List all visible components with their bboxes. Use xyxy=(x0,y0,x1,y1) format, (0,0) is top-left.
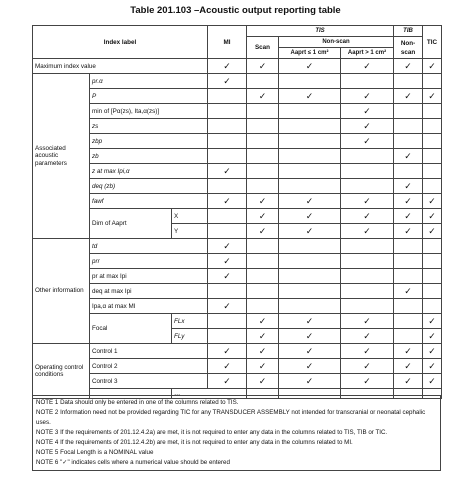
check-mark-icon: ✓ xyxy=(341,359,394,374)
check-mark-icon: ✓ xyxy=(341,59,394,74)
empty-cell xyxy=(394,119,423,134)
empty-cell xyxy=(423,104,442,119)
empty-cell xyxy=(208,179,247,194)
empty-cell xyxy=(341,239,394,254)
check-mark-icon: ✓ xyxy=(423,314,442,329)
row-label: Control 1 xyxy=(90,344,208,359)
empty-cell xyxy=(247,74,279,89)
empty-cell xyxy=(247,284,279,299)
empty-cell xyxy=(279,254,341,269)
empty-cell xyxy=(394,299,423,314)
check-mark-icon: ✓ xyxy=(247,344,279,359)
header-index-label: Index label xyxy=(33,26,208,59)
table-body xyxy=(33,59,442,399)
table-row xyxy=(33,344,442,359)
empty-cell xyxy=(208,209,247,224)
row-label: prr xyxy=(90,254,208,269)
note-line: NOTE 3 If the requirements of 201.12.4.2a) are met, it is not required to enter any data in the columns related to TIS, TIB or TIC. xyxy=(36,429,388,436)
check-mark-icon: ✓ xyxy=(279,194,341,209)
check-mark-icon: ✓ xyxy=(341,194,394,209)
table-row xyxy=(33,74,442,89)
check-mark-icon: ✓ xyxy=(423,209,442,224)
empty-cell xyxy=(341,164,394,179)
header-tis: TIS xyxy=(247,26,394,37)
table-row xyxy=(33,239,442,254)
check-mark-icon: ✓ xyxy=(208,74,247,89)
group-label-assoc: Associated acoustic parameters xyxy=(33,74,90,239)
table-row xyxy=(33,359,442,374)
table-row xyxy=(33,89,442,104)
empty-cell xyxy=(208,119,247,134)
empty-cell xyxy=(208,134,247,149)
row-label: P xyxy=(90,89,208,104)
row-label: pr.α xyxy=(90,74,208,89)
row-sub-label: Y xyxy=(172,224,208,239)
table-row xyxy=(33,194,442,209)
empty-cell xyxy=(208,149,247,164)
empty-cell xyxy=(341,254,394,269)
check-mark-icon: ✓ xyxy=(208,269,247,284)
check-mark-icon: ✓ xyxy=(423,224,442,239)
empty-cell xyxy=(279,179,341,194)
check-mark-icon: ✓ xyxy=(423,329,442,344)
check-mark-icon: ✓ xyxy=(208,194,247,209)
table-row xyxy=(33,134,442,149)
header-scan: Scan xyxy=(247,37,279,59)
empty-cell xyxy=(394,74,423,89)
check-mark-icon: ✓ xyxy=(394,194,423,209)
table-row xyxy=(33,254,442,269)
check-mark-icon: ✓ xyxy=(423,89,442,104)
row-label: z at max Ipi,α xyxy=(90,164,208,179)
check-mark-icon: ✓ xyxy=(279,344,341,359)
check-mark-icon: ✓ xyxy=(341,119,394,134)
row-label: min of [Pα(zs), Ita,α(zs)] xyxy=(90,104,208,119)
empty-cell xyxy=(279,74,341,89)
check-mark-icon: ✓ xyxy=(394,59,423,74)
empty-cell xyxy=(423,269,442,284)
group-label-other: Other information xyxy=(33,239,90,344)
notes-block xyxy=(32,395,441,471)
empty-cell xyxy=(423,254,442,269)
row-label: zs xyxy=(90,119,208,134)
check-mark-icon: ✓ xyxy=(394,179,423,194)
row-sub-label: FLx xyxy=(172,314,208,329)
note-line: NOTE 6 "✓" indicates cells where a numerical value should be entered xyxy=(36,459,230,466)
empty-cell xyxy=(247,299,279,314)
check-mark-icon: ✓ xyxy=(341,344,394,359)
check-mark-icon: ✓ xyxy=(279,359,341,374)
check-mark-icon: ✓ xyxy=(208,254,247,269)
empty-cell xyxy=(279,284,341,299)
check-mark-icon: ✓ xyxy=(394,149,423,164)
empty-cell xyxy=(279,299,341,314)
empty-cell xyxy=(341,74,394,89)
empty-cell xyxy=(394,134,423,149)
row-label: deq at max Ipi xyxy=(90,284,208,299)
check-mark-icon: ✓ xyxy=(208,374,247,389)
empty-cell: … xyxy=(247,389,279,399)
empty-cell xyxy=(423,239,442,254)
header-tib-non-scan: Non-scan xyxy=(394,37,423,59)
check-mark-icon: ✓ xyxy=(394,284,423,299)
table-row xyxy=(33,164,442,179)
check-mark-icon: ✓ xyxy=(341,134,394,149)
empty-cell xyxy=(247,179,279,194)
check-mark-icon: ✓ xyxy=(279,89,341,104)
check-mark-icon: ✓ xyxy=(247,329,279,344)
empty-cell xyxy=(394,269,423,284)
row-label: zb xyxy=(90,149,208,164)
empty-cell xyxy=(279,104,341,119)
check-mark-icon: ✓ xyxy=(341,314,394,329)
empty-cell xyxy=(341,179,394,194)
row-sub-label: FLy xyxy=(172,329,208,344)
empty-cell xyxy=(208,104,247,119)
row-label: zbp xyxy=(90,134,208,149)
check-mark-icon: ✓ xyxy=(247,209,279,224)
table-row xyxy=(33,299,442,314)
header-tic: TIC xyxy=(423,26,442,59)
check-mark-icon: ✓ xyxy=(247,314,279,329)
empty-cell xyxy=(208,224,247,239)
empty-cell xyxy=(247,269,279,284)
empty-cell xyxy=(247,239,279,254)
check-mark-icon: ✓ xyxy=(341,224,394,239)
row-label: Control 2 xyxy=(90,359,208,374)
table-row xyxy=(33,149,442,164)
check-mark-icon: ✓ xyxy=(247,374,279,389)
table-row xyxy=(33,314,442,329)
check-mark-icon: ✓ xyxy=(423,374,442,389)
check-mark-icon: ✓ xyxy=(279,209,341,224)
row-label: td xyxy=(90,239,208,254)
table-row xyxy=(33,104,442,119)
check-mark-icon: ✓ xyxy=(247,194,279,209)
empty-cell xyxy=(423,119,442,134)
empty-cell: … xyxy=(423,389,442,399)
note-line: NOTE 1 Data should only be entered in one of the columns related to TIS. xyxy=(36,399,239,406)
check-mark-icon: ✓ xyxy=(247,359,279,374)
empty-cell xyxy=(423,134,442,149)
empty-cell xyxy=(208,314,247,329)
check-mark-icon: ✓ xyxy=(341,89,394,104)
group-label-operating: Operating control conditions xyxy=(33,344,90,399)
empty-cell xyxy=(247,149,279,164)
note-line: NOTE 4 If the requirements of 201.12.4.2b) are met, it is not required to enter any data in the columns related to MI. xyxy=(36,439,353,446)
empty-cell: … xyxy=(394,389,423,399)
check-mark-icon: ✓ xyxy=(208,299,247,314)
check-mark-icon: ✓ xyxy=(208,59,247,74)
empty-cell: … xyxy=(341,389,394,399)
empty-cell xyxy=(279,149,341,164)
empty-cell xyxy=(394,104,423,119)
empty-cell xyxy=(247,134,279,149)
check-mark-icon: ✓ xyxy=(279,374,341,389)
check-mark-icon: ✓ xyxy=(394,374,423,389)
check-mark-icon: ✓ xyxy=(394,359,423,374)
table-row xyxy=(33,179,442,194)
check-mark-icon: ✓ xyxy=(279,224,341,239)
check-mark-icon: ✓ xyxy=(247,59,279,74)
empty-cell xyxy=(247,119,279,134)
empty-cell xyxy=(394,254,423,269)
check-mark-icon: ✓ xyxy=(394,344,423,359)
check-mark-icon: ✓ xyxy=(394,209,423,224)
empty-cell xyxy=(279,164,341,179)
empty-cell xyxy=(279,269,341,284)
empty-cell xyxy=(394,164,423,179)
check-mark-icon: ✓ xyxy=(247,224,279,239)
header-non-scan: Non-scan xyxy=(279,37,394,48)
header-mi: MI xyxy=(208,26,247,59)
row-label: deq (zb) xyxy=(90,179,208,194)
row-label: Ipa,α at max MI xyxy=(90,299,208,314)
row-label: Maximum index value xyxy=(33,59,208,74)
empty-cell xyxy=(423,164,442,179)
check-mark-icon: ✓ xyxy=(247,89,279,104)
notes-cell xyxy=(33,396,441,471)
empty-cell xyxy=(394,239,423,254)
table-row xyxy=(33,209,442,224)
check-mark-icon: ✓ xyxy=(208,164,247,179)
check-mark-icon: ✓ xyxy=(423,194,442,209)
row-sub-label: X xyxy=(172,209,208,224)
check-mark-icon: ✓ xyxy=(423,344,442,359)
table-row xyxy=(33,269,442,284)
row-label: fawf xyxy=(90,194,208,209)
check-mark-icon: ✓ xyxy=(341,329,394,344)
empty-cell xyxy=(341,269,394,284)
row-label: … xyxy=(172,389,247,399)
check-mark-icon: ✓ xyxy=(394,89,423,104)
empty-cell xyxy=(423,284,442,299)
check-mark-icon: ✓ xyxy=(279,329,341,344)
empty-cell xyxy=(423,299,442,314)
empty-cell: … xyxy=(279,389,341,399)
empty-cell xyxy=(394,314,423,329)
note-line: NOTE 2 Information need not be provided regarding TIC for any TRANSDUCER ASSEMBLY not intended for transcranial or neonatal cephalic uses. xyxy=(36,409,426,426)
check-mark-icon: ✓ xyxy=(423,59,442,74)
table-row xyxy=(33,59,442,74)
row-label: pr at max Ipi xyxy=(90,269,208,284)
table-caption: Table 201.103 –Acoustic output reporting table xyxy=(130,5,341,16)
empty-cell xyxy=(208,329,247,344)
note-line: NOTE 5 Focal Length is a NOMINAL value xyxy=(36,449,154,456)
empty-cell xyxy=(247,164,279,179)
table-row xyxy=(33,119,442,134)
table-row xyxy=(33,374,442,389)
empty-cell xyxy=(423,74,442,89)
empty-cell xyxy=(423,149,442,164)
check-mark-icon: ✓ xyxy=(279,59,341,74)
check-mark-icon: ✓ xyxy=(423,359,442,374)
empty-cell xyxy=(247,254,279,269)
empty-cell xyxy=(279,239,341,254)
header-aaprt-le: Aaprt ≤ 1 cm² xyxy=(279,48,341,59)
check-mark-icon: ✓ xyxy=(208,239,247,254)
row-label: Focal xyxy=(90,314,172,344)
table-row xyxy=(33,284,442,299)
empty-cell xyxy=(208,284,247,299)
row-label: Control 3 xyxy=(90,374,208,389)
acoustic-output-table xyxy=(32,25,442,399)
check-mark-icon: ✓ xyxy=(341,209,394,224)
empty-cell xyxy=(279,119,341,134)
empty-cell xyxy=(208,89,247,104)
empty-cell xyxy=(394,329,423,344)
row-label: Dim of Aaprt xyxy=(90,209,172,239)
header-aaprt-gt: Aaprt > 1 cm² xyxy=(341,48,394,59)
header-tib: TIB xyxy=(394,26,423,37)
check-mark-icon: ✓ xyxy=(341,104,394,119)
check-mark-icon: ✓ xyxy=(279,314,341,329)
check-mark-icon: ✓ xyxy=(394,224,423,239)
empty-cell xyxy=(279,134,341,149)
check-mark-icon: ✓ xyxy=(208,344,247,359)
check-mark-icon: ✓ xyxy=(341,374,394,389)
empty-cell xyxy=(341,284,394,299)
empty-cell xyxy=(341,299,394,314)
empty-cell xyxy=(423,179,442,194)
empty-cell xyxy=(341,149,394,164)
empty-cell xyxy=(247,104,279,119)
check-mark-icon: ✓ xyxy=(208,359,247,374)
